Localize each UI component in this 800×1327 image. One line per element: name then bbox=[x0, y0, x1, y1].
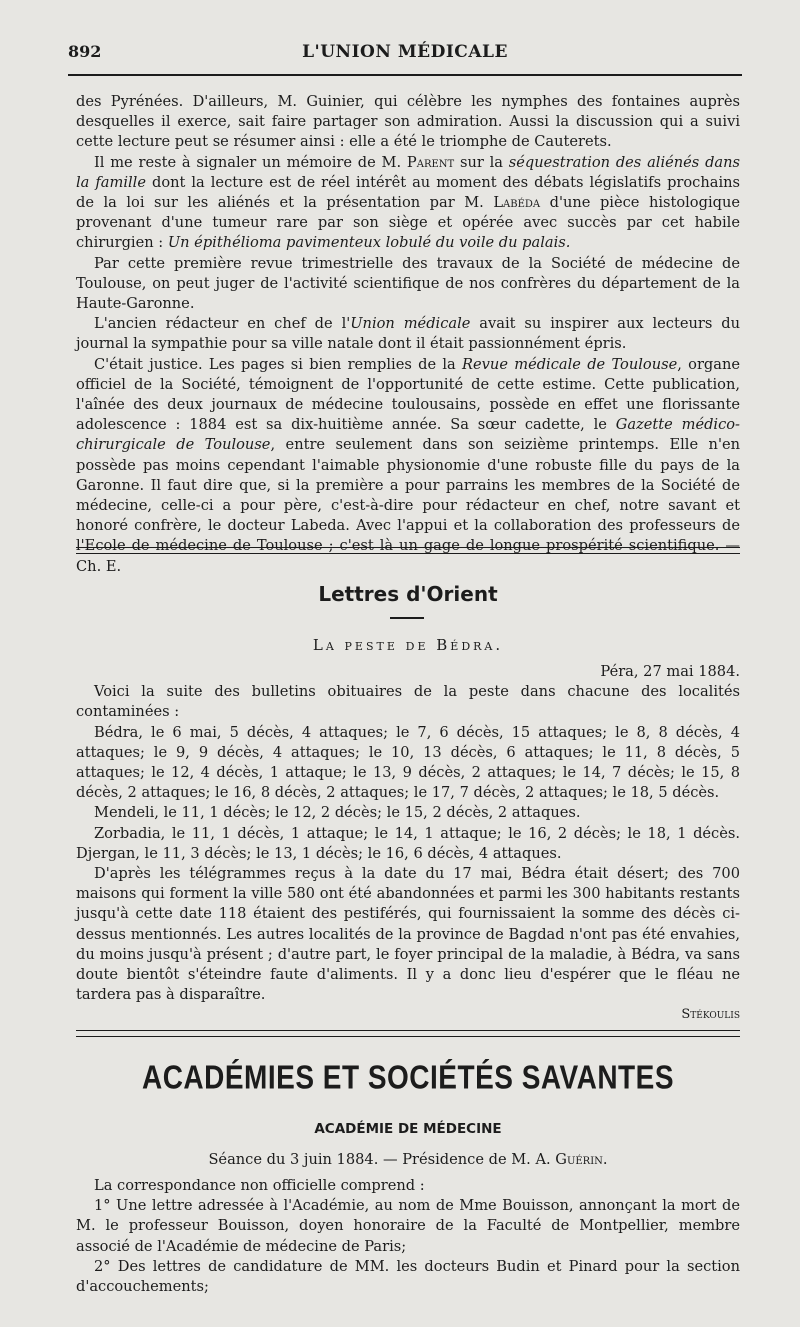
running-title: L'UNION MÉDICALE bbox=[302, 42, 508, 62]
lettres-paragraph: Voici la suite des bulletins obituaires de la peste dans chacune des localités contaminées : bbox=[76, 683, 740, 721]
intro-paragraph: C'était justice. Les pages si bien remplies de la Revue médicale de Toulouse, organe officiel de la Société, témoignent de l'opportunité de cette estime. Cette publication, l'aînée des deux journaux de médecine toulousains, possède en effet une florissante adolescence : 1884 est sa dix-huitième année. Sa sœur cadette, le Gazette médico-chirurgicale de Toulouse, entre seulement dans son seizième printemps. Elle n'en possède pas moins cependant l'aimable physionomie d'une robuste fille du pays de la Garonne. Il faut dire que, si la première a pour parrains les membres de la Société de médecine, celle-ci a pour père, c'est-à-dire pour rédacteur en chef, notre savant et honoré confrère, le docteur Labeda. Avec l'appui et la collaboration des professeurs de l'Ecole de médecine de Toulouse ; c'est là un gage de longue prospérité scientifique. — Ch. E. bbox=[76, 355, 741, 575]
title-rule bbox=[390, 617, 424, 619]
lettres-paragraph: Mendeli, le 11, 1 décès; le 12, 2 décès; le 15, 2 décès, 2 attaques. bbox=[94, 804, 581, 822]
academie-paragraph: 2° Des lettres de candidature de MM. les docteurs Budin et Pinard pour la section d'accouchements; bbox=[76, 1257, 740, 1296]
dateline: Péra, 27 mai 1884. bbox=[600, 663, 740, 680]
header-rule bbox=[68, 74, 742, 76]
section-divider bbox=[76, 1030, 740, 1037]
page-header bbox=[68, 42, 742, 72]
lettres-subtitle: La peste de Bédra. bbox=[312, 636, 504, 654]
lettres-title: Lettres d'Orient bbox=[318, 582, 498, 606]
intro-paragraph: L'ancien rédacteur en chef de l'Union médicale avait su inspirer aux lecteurs du journal la sympathie pour sa ville natale dont il était passionnément épris. bbox=[76, 315, 740, 353]
seance-line: Séance du 3 juin 1884. — Présidence de M. A. Guérin. bbox=[208, 1151, 608, 1168]
academie-paragraph: 1° Une lettre adressée à l'Académie, au nom de Mme Bouisson, annonçant la mort de M. le professeur Bouisson, doyen honoraire de la Faculté de Montpellier, membre associé de l'Académie de médecine de Paris; bbox=[76, 1197, 740, 1255]
academie-subtitle: ACADÉMIE DE MÉDECINE bbox=[314, 1121, 502, 1137]
lettres-paragraph: Bédra, le 6 mai, 5 décès, 4 attaques; le 7, 6 décès, 15 attaques; le 8, 8 décès, 4 attaques; le 9, 9 décès, 4 attaques; le 10, 13 décès, 6 attaques; le 11, 8 décès, 5 attaques; le 12, 4 décès, 1 attaque; le 13, 9 décès, 2 attaques; le 14, 7 décès; le 15, 8 décès, 2 attaques; le 16, 8 décès, 2 attaques; le 17, 7 décès, 2 attaques; le 18, 5 décès. bbox=[76, 723, 740, 802]
academies-title: ACADÉMIES ET SOCIÉTÉS SAVANTES bbox=[141, 1059, 675, 1096]
section-divider bbox=[76, 547, 740, 554]
page-number: 892 bbox=[68, 42, 102, 61]
lettres-article bbox=[76, 662, 740, 1026]
lettres-paragraph: Zorbadia, le 11, 1 décès, 1 attaque; le 14, 1 attaque; le 16, 2 décès; le 18, 1 décès. Djergan, le 11, 3 décès; le 13, 1 décès; le 16, 6 décès, 4 attaques. bbox=[76, 824, 740, 862]
signature: Stékoulis bbox=[681, 1007, 740, 1023]
lettres-paragraph: D'après les télégrammes reçus à la date du 17 mai, Bédra était désert; des 700 maisons qui forment la ville 580 ont été abandonnées et parmi les 300 habitants restants jusqu'à cette date 118 étaient des pestiférés, qui fournissaient la somme des décès ci-dessus mentionnés. Les autres localités de la province de Bagdad n'ont pas été envahies, du moins jusqu'à présent ; d'autre part, le foyer principal de la maladie, à Bédra, va sans doute bientôt s'éteindre faute d'aliments. Il y a donc lieu d'espérer que le fléau ne tardera pas à disparaître. bbox=[76, 865, 740, 1004]
intro-paragraph: Il me reste à signaler un mémoire de M. Parent sur la séquestration des aliénés dans la famille dont la lecture est de réel intérêt au moment des débats législatifs prochains de la loi sur les aliénés et la présentation par M. Labéda d'une pièce histologique provenant d'une tumeur rare par son siège et opérée avec succès par cet habile chirurgien : Un épithélioma pavimenteux lobulé du voile du palais. bbox=[76, 153, 741, 252]
intro-article bbox=[76, 92, 740, 577]
intro-paragraph: des Pyrénées. D'ailleurs, M. Guinier, qui célèbre les nymphes des fontaines auprès desquelles il exerce, sait faire partager son admiration. Aussi la discussion qui a suivi cette lecture peut se résumer ainsi : elle a été le triomphe de Cauterets. bbox=[76, 93, 740, 151]
academie-paragraph: La correspondance non officielle comprend : bbox=[94, 1177, 425, 1194]
intro-paragraph: Par cette première revue trimestrielle des travaux de la Société de médecine de Toulouse, on peut juger de l'activité scientifique de nos confrères du département de la Haute-Garonne. bbox=[76, 254, 740, 313]
academie-article bbox=[76, 1176, 740, 1297]
